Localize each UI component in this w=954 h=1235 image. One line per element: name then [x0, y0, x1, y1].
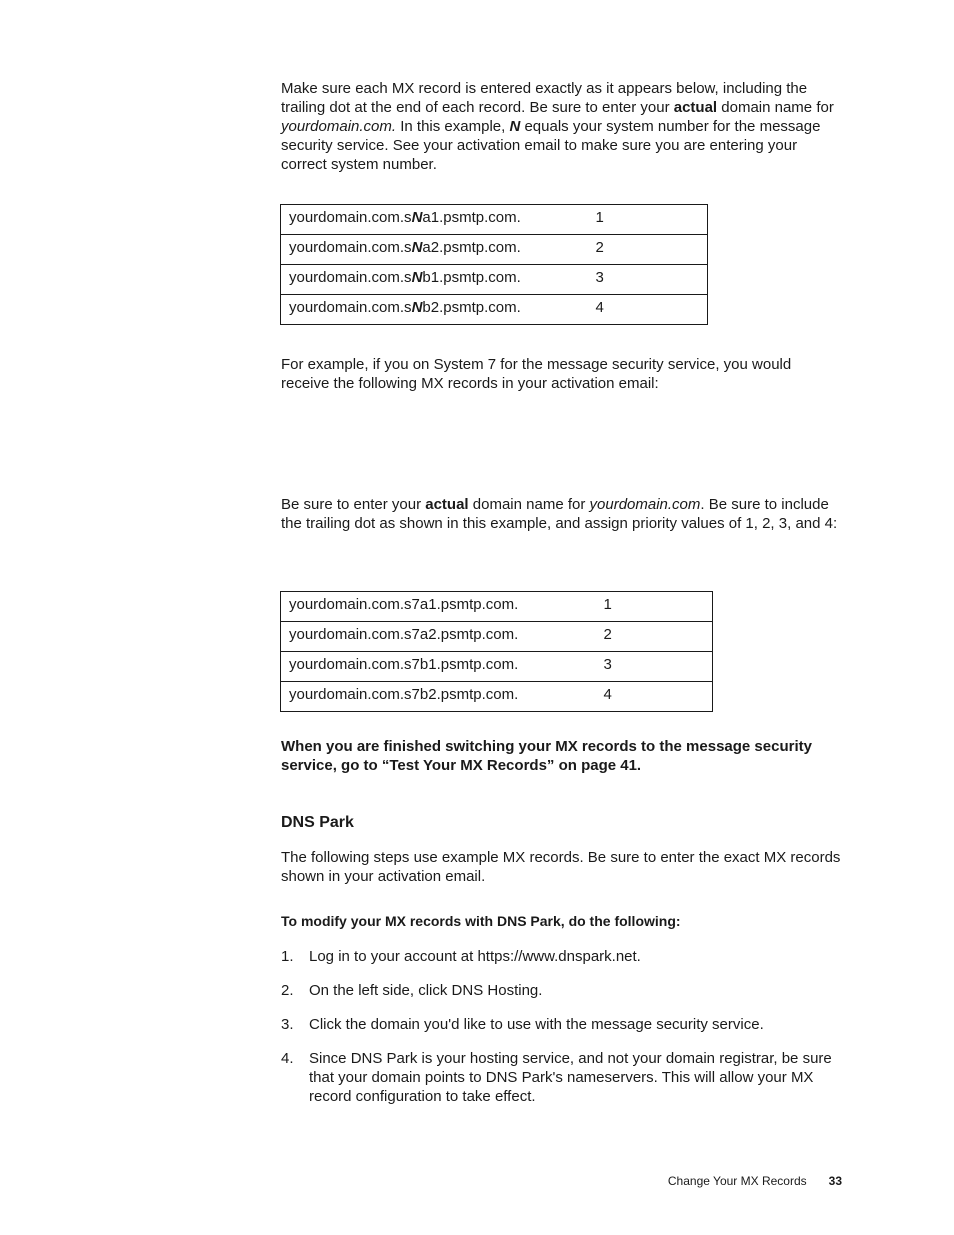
mx-host-cell: yourdomain.com.sNa1.psmtp.com.	[281, 205, 588, 235]
intro-text: Make sure each MX record is entered exactly as it appears below, including the trailing dot at the end of each record. Be sure to enter your	[281, 80, 808, 116]
step-number: 4.	[281, 1050, 294, 1067]
mx-priority-cell: 2	[588, 235, 708, 265]
step-number: 2.	[281, 982, 294, 999]
section-heading: DNS Park	[281, 814, 354, 831]
list-item	[281, 1049, 841, 1106]
instruction-paragraph: Be sure to enter your actual domain name for yourdomain.com. Be sure to include the trailing dot as shown in this example, and assign priority values of 1, 2, 3, and 4:	[281, 496, 838, 532]
mx-priority-cell: 3	[596, 652, 713, 682]
list-item	[281, 981, 841, 1000]
mx-records-example-table	[280, 591, 713, 712]
step-text: On the left side, click DNS Hosting.	[309, 982, 543, 999]
finished-note: When you are finished switching your MX records to the message security service, go to “Test Your MX Records” on page 41.	[281, 738, 812, 774]
mx-host-cell: yourdomain.com.s7a1.psmtp.com.	[281, 592, 596, 622]
instruction-italic-domain: yourdomain.com	[589, 496, 701, 513]
page-footer	[600, 1174, 842, 1188]
mx-priority-cell: 4	[596, 682, 713, 712]
mx-host-cell: yourdomain.com.s7a2.psmtp.com.	[281, 622, 596, 652]
step-text: Since DNS Park is your hosting service, and not your domain registrar, be sure that your domain points to DNS Park's nameservers. This will allow your MX record configuration to take effect.	[309, 1050, 832, 1105]
instruction-bold-actual: actual	[425, 496, 469, 513]
table-row	[281, 652, 713, 682]
list-item	[281, 947, 841, 966]
mx-priority-cell: 3	[588, 265, 708, 295]
table-row	[281, 682, 713, 712]
mx-records-template-table	[280, 204, 708, 325]
table-row	[281, 235, 708, 265]
mx-host-cell: yourdomain.com.sNb2.psmtp.com.	[281, 295, 588, 325]
step-number: 3.	[281, 1016, 294, 1033]
example-paragraph: For example, if you on System 7 for the message security service, you would receive the following MX records in your activation email:	[281, 356, 792, 392]
intro-bold-actual: actual	[673, 99, 718, 116]
mx-host-cell: yourdomain.com.s7b2.psmtp.com.	[281, 682, 596, 712]
list-item	[281, 1015, 841, 1034]
steps-intro-paragraph: The following steps use example MX records. Be sure to enter the exact MX records shown in your activation email.	[281, 849, 841, 885]
table-row	[281, 622, 713, 652]
step-text: Click the domain you'd like to use with the message security service.	[309, 1016, 764, 1033]
intro-italic-domain: yourdomain.com.	[281, 118, 397, 135]
mx-host-cell: yourdomain.com.sNa2.psmtp.com.	[281, 235, 588, 265]
step-number: 1.	[281, 948, 294, 965]
table-row	[281, 295, 708, 325]
page-number: 33	[828, 1174, 842, 1188]
table-row	[281, 592, 713, 622]
intro-system-n: N	[509, 118, 521, 135]
intro-text: domain name for	[717, 99, 834, 116]
intro-text: In this example,	[396, 118, 510, 135]
intro-text: equals your system number for the message security service. See your activation email to make sure you are entering your correct system number.	[281, 118, 821, 173]
mx-priority-cell: 2	[596, 622, 713, 652]
steps-list	[281, 947, 841, 1121]
mx-priority-cell: 1	[588, 205, 708, 235]
footer-title: Change Your MX Records	[667, 1174, 807, 1188]
mx-host-cell: yourdomain.com.s7b1.psmtp.com.	[281, 652, 596, 682]
step-text: Log in to your account at https://www.dnspark.net.	[309, 948, 641, 965]
mx-priority-cell: 1	[596, 592, 713, 622]
table-row	[281, 205, 708, 235]
table-row	[281, 265, 708, 295]
intro-paragraph	[281, 79, 841, 174]
procedure-title: To modify your MX records with DNS Park, do the following:	[281, 913, 681, 929]
mx-priority-cell: 4	[588, 295, 708, 325]
mx-host-cell: yourdomain.com.sNb1.psmtp.com.	[281, 265, 588, 295]
